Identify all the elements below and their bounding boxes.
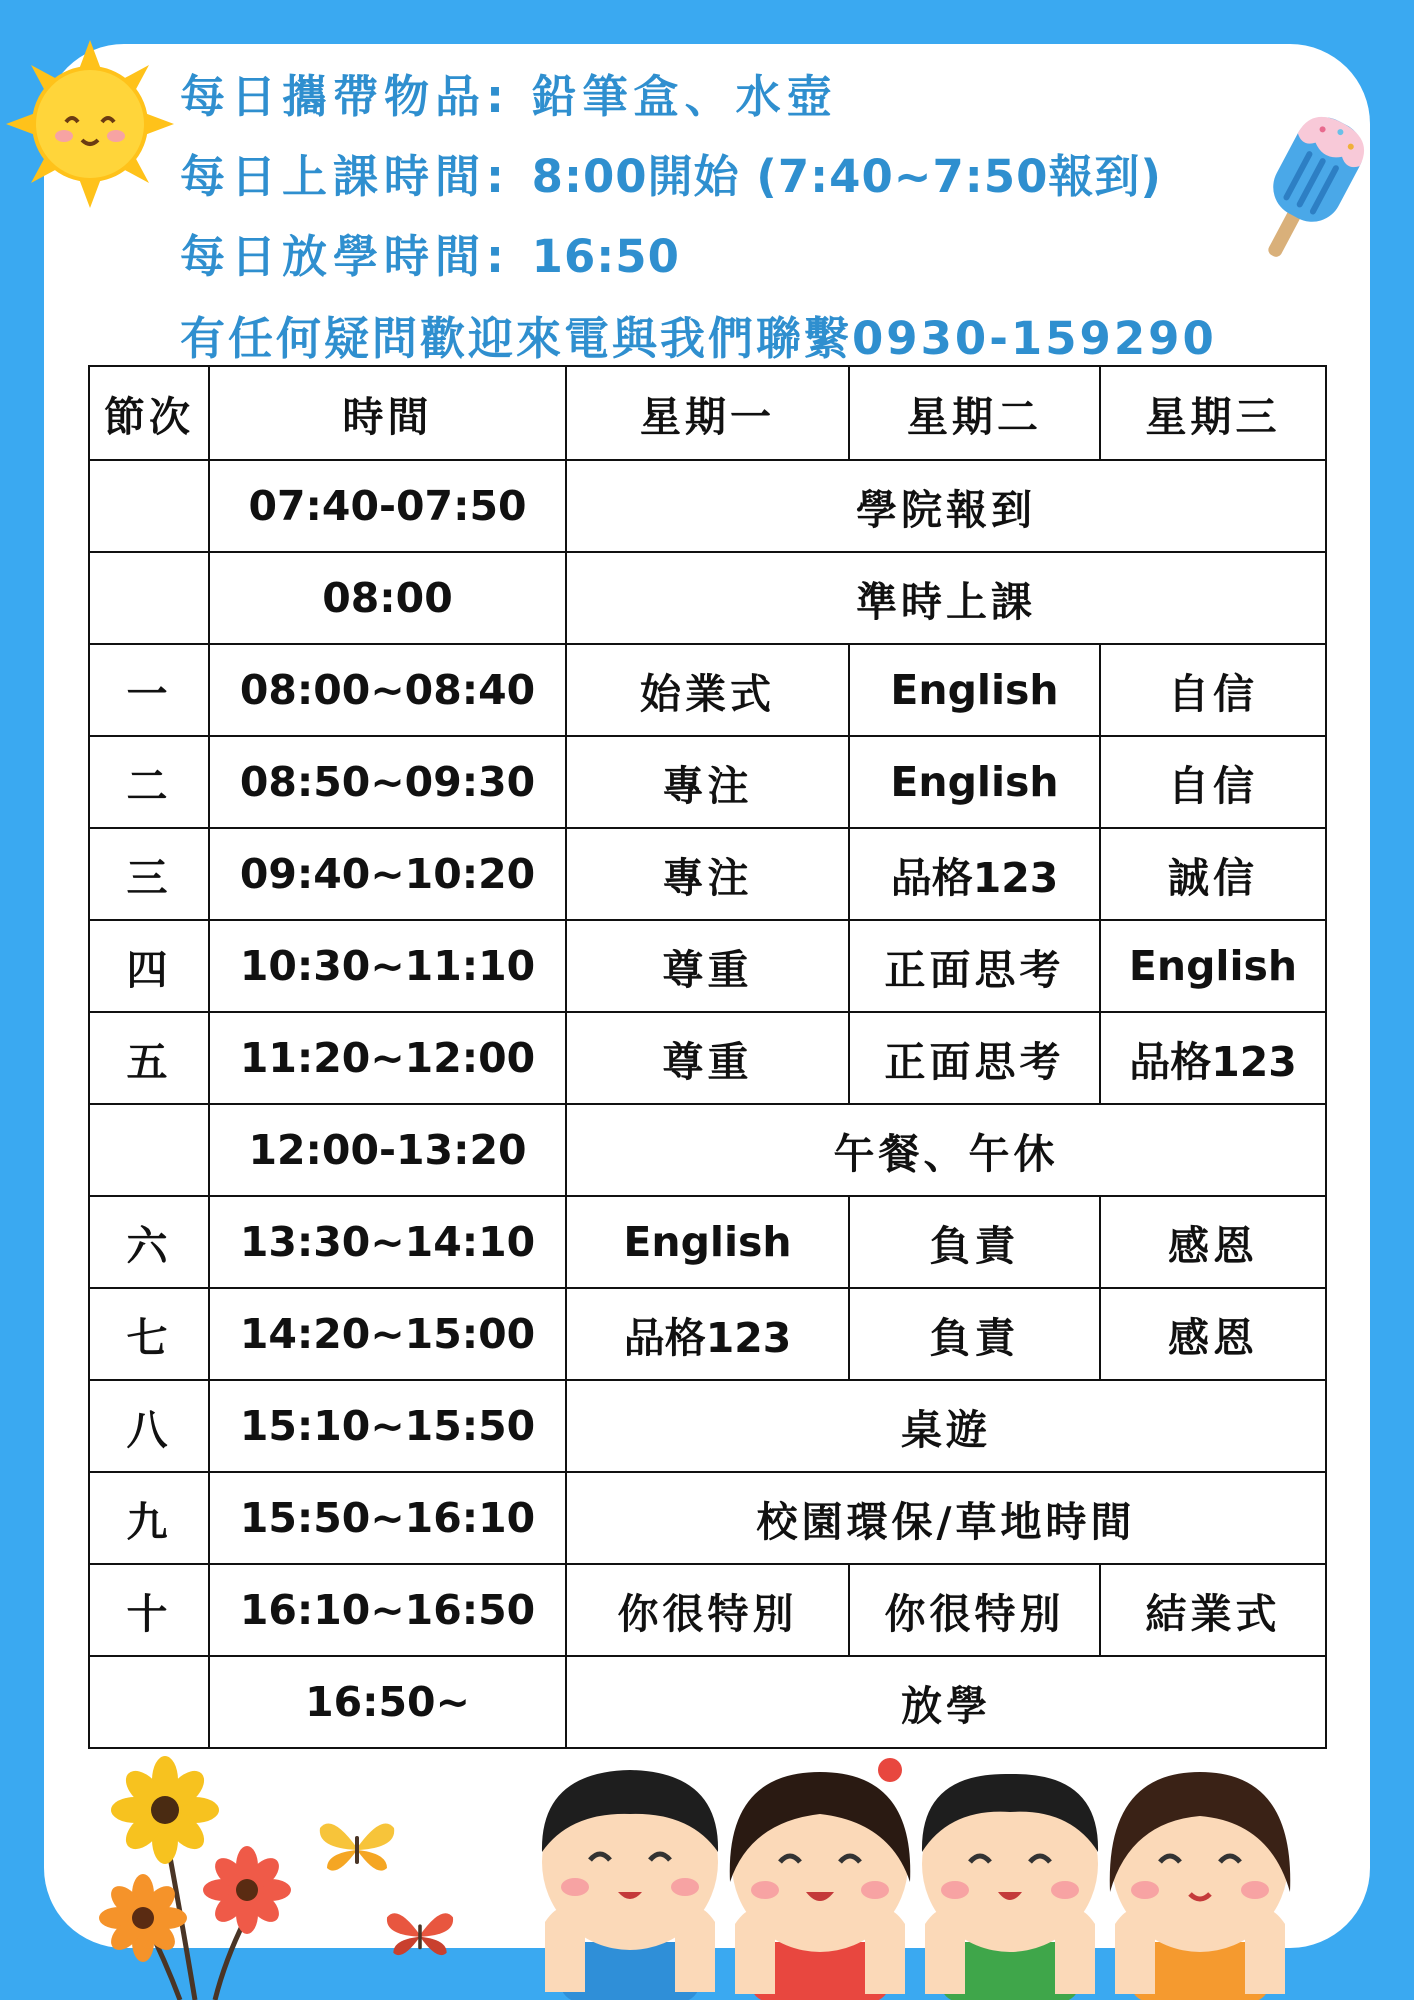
merged-cell: 午餐、午休 [566,1104,1326,1196]
table-row [89,1288,1326,1380]
table-row [89,828,1326,920]
period-cell: 五 [89,1012,209,1104]
period-cell [89,552,209,644]
butterfly-icon [380,1895,460,1975]
items-label: 每日攜帶物品: [180,70,510,123]
sun-icon [2,36,178,212]
tuesday-cell: 負責 [849,1196,1100,1288]
monday-cell: 你很特別 [566,1564,849,1656]
monday-cell: English [566,1196,849,1288]
header-tuesday: 星期二 [849,366,1100,460]
time-cell: 14:20~15:00 [209,1288,566,1380]
time-cell: 16:10~16:50 [209,1564,566,1656]
period-cell [89,1104,209,1196]
tuesday-cell: 負責 [849,1288,1100,1380]
merged-cell: 放學 [566,1656,1326,1748]
dismiss-time-line [180,220,680,285]
monday-cell: 始業式 [566,644,849,736]
tuesday-cell: English [849,644,1100,736]
table-row [89,1012,1326,1104]
children-illustration [530,1752,1310,2000]
time-cell: 15:50~16:10 [209,1472,566,1564]
tuesday-cell: 正面思考 [849,1012,1100,1104]
class-time-line [180,140,1162,205]
table-row [89,460,1326,552]
period-cell: 九 [89,1472,209,1564]
period-cell [89,460,209,552]
time-cell: 08:50~09:30 [209,736,566,828]
wednesday-cell: 自信 [1100,736,1326,828]
period-cell: 一 [89,644,209,736]
table-row [89,1656,1326,1748]
merged-cell: 桌遊 [566,1380,1326,1472]
table-row [89,736,1326,828]
time-cell: 12:00-13:20 [209,1104,566,1196]
period-cell: 十 [89,1564,209,1656]
monday-cell: 品格123 [566,1288,849,1380]
header-wednesday: 星期三 [1100,366,1326,460]
time-cell: 11:20~12:00 [209,1012,566,1104]
items-line [180,60,838,125]
time-cell: 10:30~11:10 [209,920,566,1012]
monday-cell: 專注 [566,736,849,828]
time-cell: 13:30~14:10 [209,1196,566,1288]
tuesday-cell: 品格123 [849,828,1100,920]
dismiss-time-label: 每日放學時間: [180,230,510,283]
time-cell: 15:10~15:50 [209,1380,566,1472]
table-row [89,1196,1326,1288]
tuesday-cell: English [849,736,1100,828]
schedule-table [88,365,1327,1749]
time-cell: 16:50~ [209,1656,566,1748]
monday-cell: 尊重 [566,1012,849,1104]
time-cell: 08:00 [209,552,566,644]
tuesday-cell: 你很特別 [849,1564,1100,1656]
class-time-value: 8:00開始 (7:40~7:50報到) [531,150,1162,203]
header-row [89,366,1326,460]
table-row [89,1564,1326,1656]
header-time: 時間 [209,366,566,460]
monday-cell: 專注 [566,828,849,920]
contact-line: 有任何疑問歡迎來電與我們聯繫0930-159290 [180,312,1217,365]
period-cell: 七 [89,1288,209,1380]
wednesday-cell: 感恩 [1100,1196,1326,1288]
period-cell: 六 [89,1196,209,1288]
period-cell: 四 [89,920,209,1012]
items-value: 鉛筆盒、水壺 [531,70,838,123]
wednesday-cell: 誠信 [1100,828,1326,920]
wednesday-cell: 品格123 [1100,1012,1326,1104]
wednesday-cell: 結業式 [1100,1564,1326,1656]
period-cell: 三 [89,828,209,920]
wednesday-cell: 自信 [1100,644,1326,736]
period-cell [89,1656,209,1748]
time-cell: 09:40~10:20 [209,828,566,920]
time-cell: 07:40-07:50 [209,460,566,552]
period-cell: 二 [89,736,209,828]
wednesday-cell: English [1100,920,1326,1012]
butterfly-icon [312,1808,402,1888]
merged-cell: 學院報到 [566,460,1326,552]
table-row [89,1380,1326,1472]
header-monday: 星期一 [566,366,849,460]
table-row [89,552,1326,644]
period-cell: 八 [89,1380,209,1472]
time-cell: 08:00~08:40 [209,644,566,736]
table-row [89,1104,1326,1196]
class-time-label: 每日上課時間: [180,150,510,203]
merged-cell: 準時上課 [566,552,1326,644]
tuesday-cell: 正面思考 [849,920,1100,1012]
flowers-icon [85,1740,315,2000]
wednesday-cell: 感恩 [1100,1288,1326,1380]
monday-cell: 尊重 [566,920,849,1012]
dismiss-time-value: 16:50 [531,230,680,283]
header-period: 節次 [89,366,209,460]
table-row [89,644,1326,736]
popsicle-icon [1240,100,1380,270]
table-row [89,920,1326,1012]
table-row [89,1472,1326,1564]
merged-cell: 校園環保/草地時間 [566,1472,1326,1564]
